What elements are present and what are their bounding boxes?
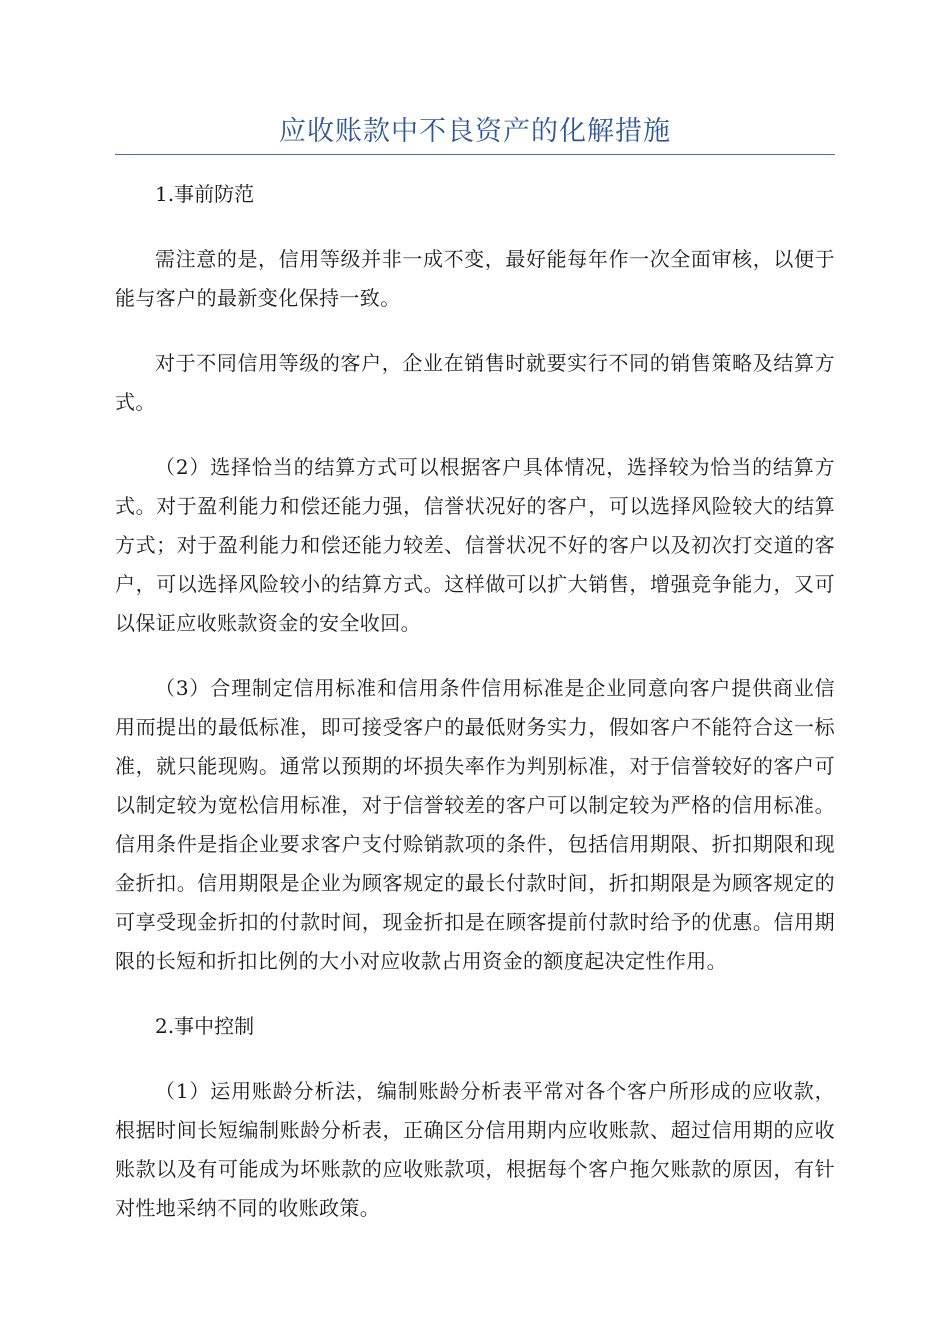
section-heading-1: 1.事前防范 bbox=[155, 182, 255, 206]
document-title: 应收账款中不良资产的化解措施 bbox=[279, 116, 671, 147]
paragraph-4: （3）合理制定信用标准和信用条件信用标准是企业同意向客户提供商业信用而提出的最低标准，即可接受客户的最低财务实力，假如客户不能符合这一标准，就只能现购。通常以预期的坏损失率作为判别标准，对于信誉较好的客户可以制定较为宽松信用标准，对于信誉较差的客户可以制定较为严格的信用标准。信用条件是指企业要求客户支付赊销款项的条件，包括信用期限、折扣期限和现金折扣。信用期限是企业为顾客规定的最长付款时间，折扣期限是为顾客规定的可享受现金折扣的付款时间，现金折扣是在顾客提前付款时给予的优惠。信用期限的长短和折扣比例的大小对应收款占用资金的额度起决定性作用。 bbox=[115, 676, 835, 973]
paragraph-5: （1）运用账龄分析法，编制账龄分析表平常对各个客户所形成的应收款，根据时间长短编制账龄分析表，正确区分信用期内应收账款、超过信用期的应收账款以及有可能成为坏账款的应收账款项，根据每个客户拖欠账款的原因，有针对性地采纳不同的收账政策。 bbox=[115, 1079, 835, 1220]
paragraph-1: 需注意的是，信用等级并非一成不变，最好能每年作一次全面审核，以便于能与客户的最新变化保持一致。 bbox=[115, 247, 835, 310]
section-heading-2: 2.事中控制 bbox=[155, 1014, 255, 1038]
paragraph-3: （2）选择恰当的结算方式可以根据客户具体情况，选择较为恰当的结算方式。对于盈利能力和偿还能力强，信誉状况好的客户，可以选择风险较大的结算方式；对于盈利能力和偿还能力较差、信誉状况不好的客户以及初次打交道的客户，可以选择风险较小的结算方式。这样做可以扩大销售，增强竞争能力，又可以保证应收账款资金的安全收回。 bbox=[115, 455, 835, 635]
document-body bbox=[115, 175, 835, 1254]
title-underline bbox=[115, 154, 835, 155]
paragraph-2: 对于不同信用等级的客户，企业在销售时就要实行不同的销售策略及结算方式。 bbox=[115, 351, 835, 414]
